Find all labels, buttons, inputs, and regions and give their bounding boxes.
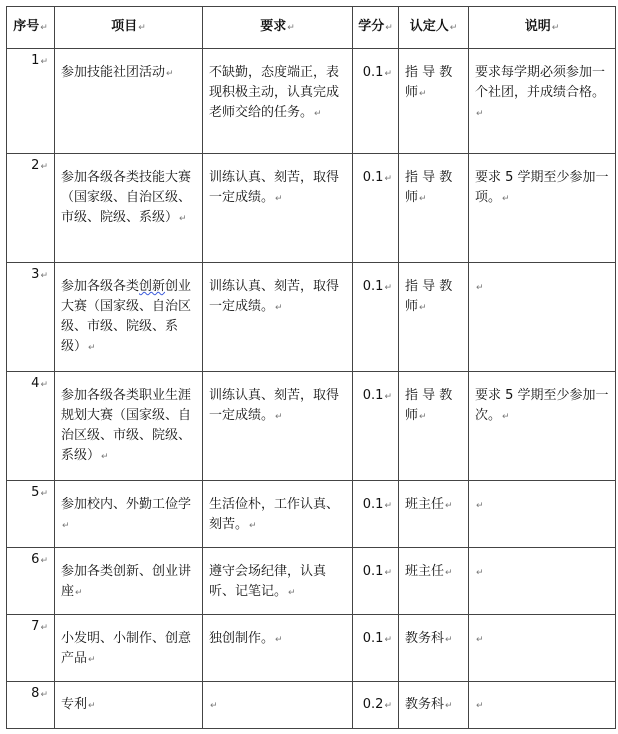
certifier-cell: [399, 548, 469, 615]
paragraph-mark: ↵: [40, 623, 48, 633]
paragraph-mark: ↵: [476, 283, 484, 293]
item-text: 创业大赛（国家级、自治区级、市级、院级、系级）: [61, 279, 192, 354]
paragraph-mark: ↵: [314, 109, 322, 119]
paragraph-mark: ↵: [551, 23, 560, 33]
row-index-cell: [7, 49, 55, 154]
credit-cell: [353, 49, 399, 154]
certifier-cell: [399, 615, 469, 682]
header-credit: [353, 7, 399, 49]
paragraph-mark: ↵: [445, 700, 453, 711]
table-row: [7, 615, 616, 682]
paragraph-mark: ↵: [384, 700, 392, 711]
credit-value: 0.1: [362, 388, 384, 403]
paragraph-mark: ↵: [476, 568, 484, 578]
paragraph-mark: ↵: [40, 162, 48, 172]
paragraph-mark: ↵: [445, 568, 453, 578]
item-text: 参加各级各类技能大赛（国家级、自治区级、市级、院级、系级）: [61, 170, 192, 225]
paragraph-mark: ↵: [449, 23, 458, 33]
credit-value: 0.1: [362, 631, 384, 646]
paragraph-mark: ↵: [419, 412, 427, 422]
paragraph-mark: ↵: [502, 194, 510, 204]
credit-cell: [353, 682, 399, 729]
note-cell: [469, 372, 616, 481]
credit-cell: [353, 154, 399, 263]
header-note: [469, 7, 616, 49]
paragraph-mark: ↵: [40, 57, 48, 67]
row-index: 2: [31, 158, 40, 173]
item-cell: [55, 372, 203, 481]
certifier-text: 教务科: [405, 696, 445, 712]
paragraph-mark: ↵: [62, 521, 70, 531]
table-row: [7, 263, 616, 372]
certifier-cell: [399, 154, 469, 263]
paragraph-mark: ↵: [419, 194, 427, 204]
credit-value: 0.1: [362, 65, 384, 80]
header-index: [7, 7, 55, 49]
paragraph-mark: ↵: [275, 635, 283, 645]
paragraph-mark: ↵: [210, 700, 218, 711]
certifier-cell: [399, 481, 469, 548]
credit-cell: [353, 615, 399, 682]
paragraph-mark: ↵: [75, 588, 83, 598]
header-item: [55, 7, 203, 49]
paragraph-mark: ↵: [166, 69, 174, 79]
paragraph-mark: ↵: [419, 303, 427, 313]
table-row: [7, 682, 616, 729]
row-index-cell: [7, 548, 55, 615]
row-index: 3: [31, 267, 40, 282]
note-cell: [469, 481, 616, 548]
credit-cell: [353, 372, 399, 481]
paragraph-mark: ↵: [40, 489, 48, 499]
note-cell: [469, 548, 616, 615]
paragraph-mark: ↵: [40, 380, 48, 390]
paragraph-mark: ↵: [445, 501, 453, 511]
paragraph-mark: ↵: [40, 271, 48, 281]
paragraph-mark: ↵: [275, 303, 283, 313]
row-index: 5: [31, 485, 40, 500]
requirement-text: 训练认真、刻苦，取得一定成绩。: [209, 170, 340, 205]
paragraph-mark: ↵: [249, 521, 257, 531]
row-index-cell: [7, 615, 55, 682]
credit-cell: [353, 263, 399, 372]
paragraph-mark: ↵: [384, 283, 392, 293]
table-row: [7, 154, 616, 263]
table-row: [7, 372, 616, 481]
paragraph-mark: ↵: [40, 556, 48, 566]
paragraph-mark: ↵: [275, 412, 283, 422]
credit-value: 0.1: [362, 497, 384, 512]
credit-value: 0.2: [362, 696, 384, 712]
row-index: 6: [31, 552, 40, 567]
requirement-cell: [203, 49, 353, 154]
paragraph-mark: ↵: [101, 452, 109, 462]
paragraph-mark: ↵: [384, 568, 392, 578]
row-index-cell: [7, 372, 55, 481]
paragraph-mark: ↵: [384, 69, 392, 79]
requirement-text: 生活俭朴，工作认真、刻苦。: [209, 497, 340, 532]
paragraph-mark: ↵: [88, 700, 96, 711]
note-cell: [469, 154, 616, 263]
note-cell: [469, 615, 616, 682]
note-cell: [469, 49, 616, 154]
header-item-label: 项目: [111, 19, 138, 34]
row-index-cell: [7, 481, 55, 548]
requirement-text: 独创制作。: [209, 631, 275, 646]
certifier-cell: [399, 263, 469, 372]
item-text: 参加校内、外勤工俭学: [61, 497, 192, 512]
row-index-cell: [7, 154, 55, 263]
credits-table: [6, 6, 616, 729]
paragraph-mark: ↵: [384, 635, 392, 645]
requirement-text: 遵守会场纪律，认真听、记笔记。: [209, 564, 327, 599]
requirement-text: 训练认真、刻苦，取得一定成绩。: [209, 279, 340, 314]
row-index: 1: [31, 53, 40, 68]
row-index: 8: [31, 686, 40, 701]
credit-value: 0.1: [362, 564, 384, 579]
item-text: 参加各类创新、创业讲座: [61, 564, 192, 599]
item-cell: [55, 615, 203, 682]
header-requirement-label: 要求: [260, 19, 287, 34]
paragraph-mark: ↵: [88, 655, 96, 665]
paragraph-mark: ↵: [40, 23, 48, 33]
header-row: [7, 7, 616, 49]
certifier-cell: [399, 372, 469, 481]
certifier-cell: [399, 682, 469, 729]
row-index-cell: [7, 682, 55, 729]
header-requirement: [203, 7, 353, 49]
credit-cell: [353, 481, 399, 548]
credit-value: 0.1: [362, 279, 384, 294]
item-text: 专利: [61, 696, 88, 712]
note-cell: [469, 682, 616, 729]
item-cell: [55, 682, 203, 729]
credit-cell: [353, 548, 399, 615]
certifier-text: 班主任: [405, 564, 445, 579]
item-cell: [55, 49, 203, 154]
paragraph-mark: ↵: [502, 412, 510, 422]
certifier-text: 班主任: [405, 497, 445, 512]
table-row: [7, 481, 616, 548]
paragraph-mark: ↵: [275, 194, 283, 204]
certifier-cell: [399, 49, 469, 154]
requirement-cell: [203, 548, 353, 615]
certifier-text: 指 导 教 师: [405, 65, 453, 100]
note-cell: [469, 263, 616, 372]
row-index: 7: [31, 619, 40, 634]
header-index-label: 序号: [13, 19, 40, 34]
paragraph-mark: ↵: [419, 89, 427, 99]
paragraph-mark: ↵: [476, 501, 484, 511]
requirement-cell: [203, 481, 353, 548]
note-text: 要求每学期必须参加一个社团，并成绩合格。: [475, 65, 606, 100]
table-row: [7, 49, 616, 154]
paragraph-mark: ↵: [384, 174, 392, 184]
certifier-text: 指 导 教 师: [405, 279, 453, 314]
item-text: 参加各级各类职业生涯规划大赛（国家级、自治区级、市级、院级、系级）: [61, 388, 192, 463]
spellcheck-flagged-word: 创新: [139, 279, 166, 294]
paragraph-mark: ↵: [445, 635, 453, 645]
header-note-label: 说明: [524, 19, 551, 34]
paragraph-mark: ↵: [88, 343, 96, 353]
header-credit-label: 学分: [358, 19, 385, 34]
certifier-text: 指 导 教 师: [405, 388, 453, 423]
item-text: 小发明、小制作、创意产品: [61, 631, 192, 666]
credit-value: 0.1: [362, 170, 384, 185]
paragraph-mark: ↵: [288, 588, 296, 598]
header-certifier: [399, 7, 469, 49]
item-cell: [55, 154, 203, 263]
requirement-cell: [203, 372, 353, 481]
requirement-cell: [203, 154, 353, 263]
paragraph-mark: ↵: [40, 690, 48, 700]
row-index: 4: [31, 376, 40, 391]
requirement-text: 不缺勤，态度端正，表现积极主动，认真完成老师交给的任务。: [209, 65, 340, 120]
table-row: [7, 548, 616, 615]
paragraph-mark: ↵: [385, 23, 393, 33]
certifier-text: 教务科: [405, 631, 445, 646]
item-text: 参加各级各类: [61, 279, 140, 294]
paragraph-mark: ↵: [138, 23, 146, 33]
certifier-text: 指 导 教 师: [405, 170, 453, 205]
paragraph-mark: ↵: [384, 501, 392, 511]
row-index-cell: [7, 263, 55, 372]
requirement-text: 训练认真、刻苦，取得一定成绩。: [209, 388, 340, 423]
item-cell: [55, 548, 203, 615]
requirement-cell: [203, 263, 353, 372]
header-certifier-label: 认定人: [409, 19, 449, 34]
paragraph-mark: ↵: [476, 635, 484, 645]
requirement-cell: [203, 615, 353, 682]
note-text: 要求 5 学期至少参加一项。: [475, 170, 609, 205]
paragraph-mark: ↵: [384, 392, 392, 402]
item-cell: [55, 263, 203, 372]
paragraph-mark: ↵: [179, 214, 187, 224]
item-cell: [55, 481, 203, 548]
note-text: 要求 5 学期至少参加一次。: [475, 388, 609, 423]
paragraph-mark: ↵: [476, 700, 484, 711]
paragraph-mark: ↵: [287, 23, 295, 33]
paragraph-mark: ↵: [476, 109, 484, 119]
item-text: 参加技能社团活动: [61, 65, 166, 80]
requirement-cell: [203, 682, 353, 729]
